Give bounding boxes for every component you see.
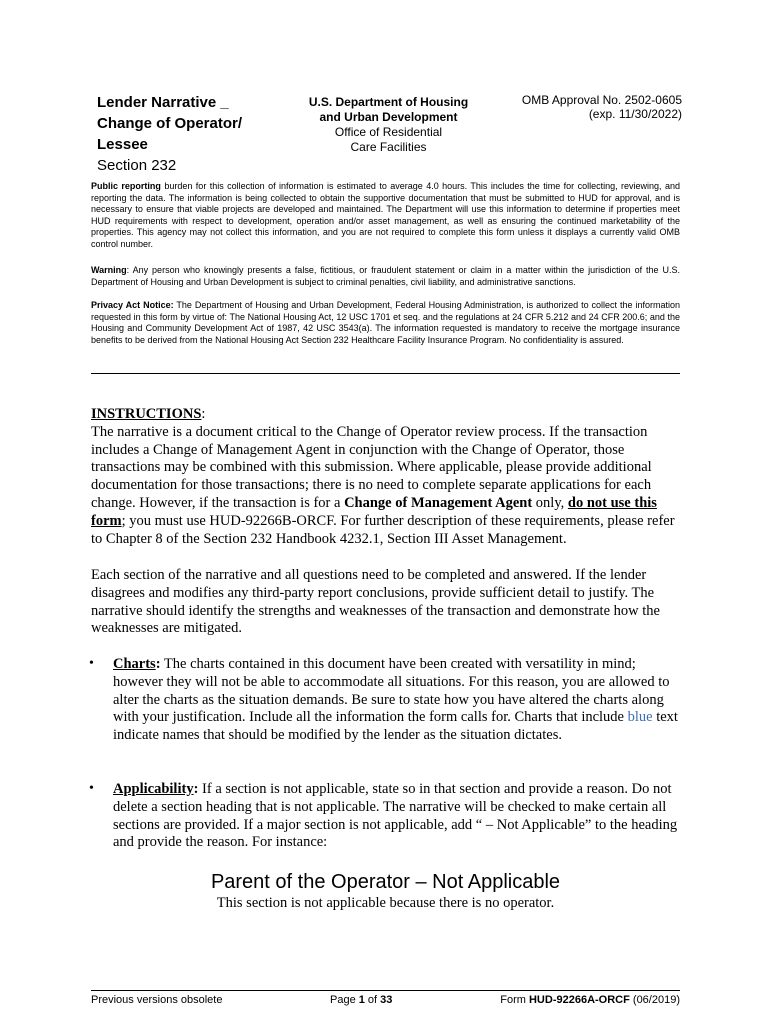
- instructions-heading-colon: :: [201, 406, 206, 422]
- form-id: HUD-92266A-ORCF: [528, 994, 630, 1006]
- bullet-charts: •: [89, 656, 94, 671]
- form-prefix: Form: [500, 994, 529, 1006]
- warning-label: Warning: [91, 265, 127, 275]
- office-line-2: Care Facilities: [350, 140, 427, 154]
- privacy-label: Privacy Act Notice:: [91, 300, 174, 310]
- warning-notice: [91, 265, 680, 288]
- agency-block: [296, 95, 481, 155]
- form-title: [97, 92, 297, 176]
- p1-bold-underlined: do not use this form: [91, 494, 657, 529]
- p1-part-c: ; you must use HUD-92266B-ORCF. For further description of these requirements, please refer to Chapter 8 of the Section 232 Handbook 4232.1, Section III Asset Management.: [91, 512, 675, 547]
- omb-expiration: (exp. 11/30/2022): [588, 107, 682, 121]
- omb-approval: OMB Approval No. 2502-0605: [521, 93, 682, 107]
- footer-versions-note: Previous versions obsolete: [91, 994, 223, 1006]
- example-text: This section is not applicable because there is no operator.: [216, 895, 555, 911]
- p1-bold: Change of Management Agent: [344, 494, 533, 511]
- title-line-3: Lessee: [97, 136, 148, 153]
- instructions-paragraph-2: Each section of the narrative and all questions need to be completed and answered. If the lender disagrees and modifies any third-party report conclusions, provide sufficient detail to justify. The narrative should identify the strengths and weaknesses of the transaction and demonstrate how the weaknesses are mitigated.: [91, 567, 660, 637]
- example-heading: Parent of the Operator – Not Applicable: [210, 871, 561, 893]
- charts-text-a: The charts contained in this document have been created with versatility in mind; however they will not be able to accommodate all situations. For this reason, you are allowed to alter the charts as the situation demands. Be sure to state how you have altered the charts along with your justification. Include all the information the form calls for. Charts that include: [113, 656, 670, 726]
- instructions-heading-text: INSTRUCTIONS: [91, 406, 202, 422]
- charts-text-b: text indicate names that should be modified by the lender as the situation dictates.: [113, 709, 678, 744]
- applicability-colon: :: [193, 781, 199, 797]
- agency-line-1: U.S. Department of Housing: [308, 95, 469, 109]
- page-of: of: [364, 994, 381, 1006]
- p1-part-b: only,: [532, 494, 568, 511]
- public-reporting-label: Public reporting: [91, 181, 161, 191]
- bullet-applicability: •: [89, 781, 94, 796]
- applicability-paragraph: [113, 781, 681, 852]
- footer-page-number: [330, 994, 392, 1007]
- page-total: 33: [380, 994, 393, 1006]
- p1-part-a: The narrative is a document critical to the Change of Operator review process. If the transaction includes a Change of Management Agent in conjunction with the Change of Operator, those transactions may be combined with this submission. Where applicable, please provide additional documentation for those transactions; there is no need to complete separate applications for each change. However, if the transaction is for a: [91, 423, 652, 511]
- charts-colon: :: [155, 656, 161, 672]
- warning-text: : Any person who knowingly presents a false, fictitious, or fraudulent statement or claim in a matter within the jurisdiction of the U.S. Department of Housing and Urban Development is subject to criminal penalties, civil liability, and administrative sanctions.: [91, 265, 680, 287]
- agency-line-2: and Urban Development: [319, 110, 458, 124]
- page-current: 1: [358, 994, 365, 1006]
- footer-form-id: [493, 994, 680, 1007]
- charts-label: Charts: [113, 656, 156, 672]
- omb-block: [510, 93, 682, 121]
- header-divider: [91, 373, 680, 374]
- title-line-2: Change of Operator/: [97, 115, 243, 132]
- instructions-heading: [91, 406, 681, 424]
- footer-divider: [91, 990, 680, 991]
- public-reporting-text: burden for this collection of information is estimated to average 4.0 hours. This includes the time for collecting, reviewing, and reporting the data. The information is being collected to obtain the supportive documentation that must be submitted to HUD for approval, and is necessary to ensure that viable projects are developed and maintained. The Department will use this information to determine if properties meet HUD requirements with respect to development, operation and/or asset management, as well as ensuring the continued marketability of the properties. This agency may not collect this information, and you are not required to complete this form unless it displays a currently valid OMB control number.: [91, 181, 680, 249]
- page-prefix: Page: [330, 994, 359, 1006]
- office-line-1: Office of Residential: [334, 125, 443, 139]
- section-label: Section 232: [97, 157, 177, 174]
- applicability-text: If a section is not applicable, state so in that section and provide a reason. Do not delete a section heading that is not applicable. The narrative will be checked to make certain all sections are provided. If a major section is not applicable, add “ – Not Applicable” to the heading and provide the reason. For instance:: [113, 781, 678, 851]
- charts-blue-word: blue: [627, 709, 653, 726]
- instructions-section: [91, 406, 681, 548]
- instructions-paragraph-1: [91, 424, 681, 549]
- privacy-act-notice: [91, 300, 680, 346]
- applicability-label: Applicability: [113, 781, 194, 797]
- charts-paragraph: [113, 656, 681, 745]
- title-line-1: Lender Narrative _: [97, 94, 229, 111]
- privacy-text: The Department of Housing and Urban Development, Federal Housing Administration, is authorized to collect the information requested in this form by virtue of: The National Housing Act, 12 USC 1701 et seq. and the regulations at 24 CFR 5.212 and 24 CFR 200.6; and the Housing and Community Development Act of 1987, 42 USC 3543(a). The information requested is mandatory to receive the mortgage insurance benefits to be derived from the National Housing Act Section 232 Healthcare Facility Insurance Program. No confidentiality is assured.: [91, 300, 680, 345]
- public-reporting-notice: [91, 181, 680, 251]
- form-date: (06/2019): [629, 994, 680, 1006]
